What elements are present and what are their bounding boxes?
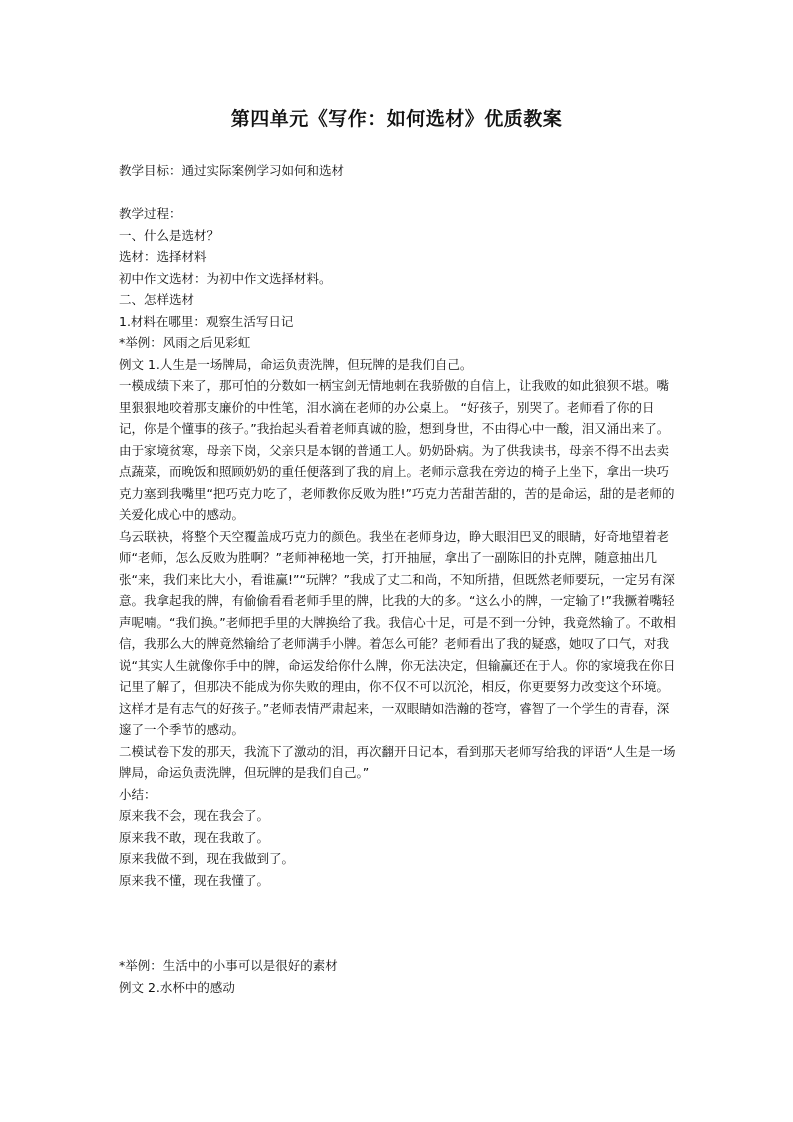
spacer	[119, 182, 679, 204]
section-heading-2: 二、怎样选材	[119, 292, 195, 307]
process-heading: 教学过程：	[119, 206, 182, 221]
summary-line: 原来我做不到，现在我做到了。	[119, 851, 295, 866]
spacer	[119, 891, 679, 955]
document-body	[119, 160, 679, 998]
point-heading: 1.材料在哪里：观察生活写日记	[119, 313, 294, 329]
essay-paragraph: 乌云联袂，将整个天空覆盖成巧克力的颜色。我坐在老师身边，睁大眼泪巴叉的眼睛，好奇地望着老师“老师，怎么反败为胜啊？”老师神秘地一笑，打开抽屉，拿出了一副陈旧的扑克牌，随意抽出几张“来，我们来比大小，看谁赢!”“玩牌？”我成了丈二和尚，不知所措，但既然老师要玩，一定另有深意。我拿起我的牌，有偷偷看看老师手里的牌，比我的大的多。“这么小的牌，一定输了!”我撅着嘴轻声呢喃。“我们换。”老师把手里的大牌换给了我。我信心十足，可是不到一分钟，我竟然输了。不敢相信，我那么大的牌竟然输给了老师满手小牌。着怎么可能？老师看出了我的疑惑，她叹了口气，对我说“其实人生就像你手中的牌，命运发给你什么牌，你无法决定，但输赢还在于人。你的家境我在你日记里了解了，但那决不能成为你失败的理由，你不仅不可以沉沦，相反，你更要努力改变这个环境。这样才是有志气的好孩子。”老师表情严肃起来，一双眼睛如浩瀚的苍穹，睿智了一个学生的青春，深邃了一个季节的感动。	[119, 528, 676, 737]
example-tag: *举例：风雨之后见彩虹	[119, 335, 251, 350]
document-title: 第四单元《写作：如何选材》优质教案	[230, 108, 563, 130]
essay-title: 例文 2.水杯中的感动	[119, 979, 235, 995]
summary-line: 原来我不敢，现在我敢了。	[119, 829, 270, 845]
definition-line: 选材：选择材料	[119, 249, 207, 264]
summary-heading: 小结：	[119, 786, 157, 802]
example-tag: *举例：生活中的小事可以是很好的素材	[119, 958, 338, 973]
summary-line: 原来我不懂，现在我懂了。	[119, 872, 270, 888]
summary-line: 原来我不会，现在我会了。	[119, 808, 270, 823]
essay-title: 例文 1.人生是一场牌局，命运负责洗牌，但玩牌的是我们自己。	[119, 356, 473, 372]
definition-line: 初中作文选材：为初中作文选择材料。	[119, 270, 332, 286]
section-heading-1: 一、什么是选材？	[119, 227, 220, 243]
essay-paragraph: 一模成绩下来了，那可怕的分数如一柄宝剑无情地刺在我骄傲的自信上，让我败的如此狼狈不堪。嘴里狠狠地咬着那支廉价的中性笔，泪水滴在老师的办公桌上。 “好孩子，别哭了。老师看了你的日记，你是个懂事的孩子。”我抬起头看着老师真诚的脸，想到身世，不由得心中一酸，泪又涌出来了。由于家境贫寒，母亲下岗，父亲只是本钢的普通工人。奶奶卧病。为了供我读书，母亲不得不出去卖点蔬菜，而晚饭和照顾奶奶的重任便落到了我的肩上。老师示意我在旁边的椅子上坐下，拿出一块巧克力塞到我嘴里“把巧克力吃了，老师教你反败为胜!”巧克力苦甜苦甜的，苦的是命运，甜的是老师的关爱化成心中的感动。	[119, 378, 675, 522]
essay-paragraph: 二模试卷下发的那天，我流下了激动的泪，再次翻开日记本，看到那天老师写给我的评语“人生是一场牌局，命运负责洗牌，但玩牌的是我们自己。”	[119, 743, 676, 780]
teaching-objective: 教学目标：通过实际案例学习如何和选材	[119, 163, 345, 178]
